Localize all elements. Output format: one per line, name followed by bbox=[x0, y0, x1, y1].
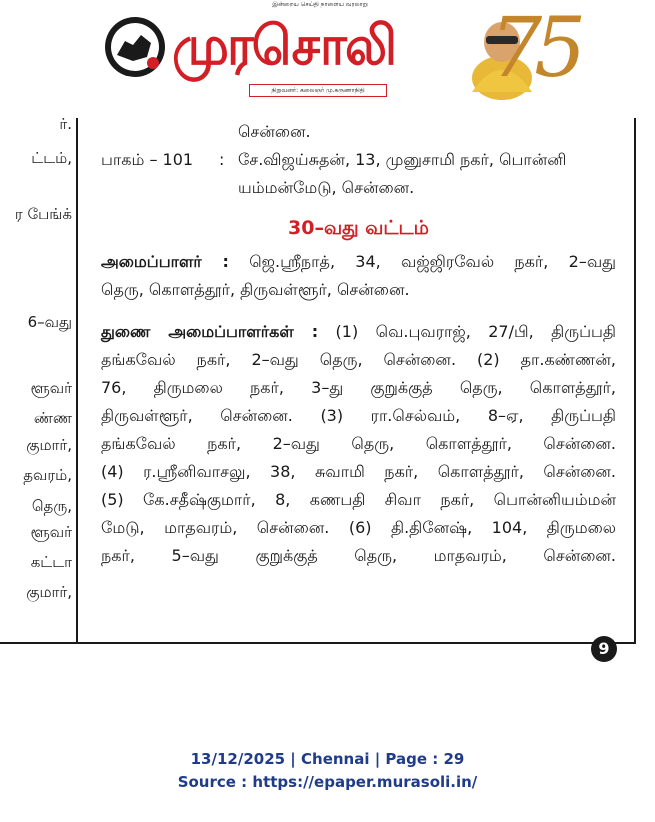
left-fragment: தவரம், bbox=[23, 466, 72, 484]
deputy-line-cont: (5) கே.சதீஷ்குமார், 8, கணபதி சிவா நகர், பொன்னியம்மன் bbox=[101, 490, 616, 509]
organiser-row bbox=[101, 248, 616, 276]
party-emblem-logo bbox=[103, 15, 167, 79]
masthead bbox=[0, 0, 655, 104]
footer-source-link[interactable]: Source : https://epaper.murasoli.in/ bbox=[177, 773, 478, 791]
organiser-line: ஜெ.ஸ்ரீநாத், 34, வஜ்ஜிரவேல் நகர், 2–வது bbox=[249, 252, 617, 271]
column-rule-left bbox=[76, 118, 78, 642]
left-fragment: 6–வது bbox=[27, 313, 72, 331]
article-column bbox=[101, 118, 616, 202]
article-body bbox=[101, 248, 616, 570]
left-fragment: கட்டா bbox=[30, 553, 72, 571]
left-fragment: ர பேங்க் bbox=[14, 205, 72, 223]
left-fragment: தெரு, bbox=[31, 497, 72, 515]
footer bbox=[0, 722, 655, 822]
deputy-line-cont: தங்கவேல் நகர், 2–வது தெரு, கொளத்தூர், சென்னை. bbox=[101, 434, 616, 453]
footer-date-line: 13/12/2025 | Chennai | Page : 29 bbox=[190, 750, 465, 768]
deputy-line: (1) வெ.புவராஜ், 27/பி, திருப்பதி bbox=[335, 322, 616, 341]
left-fragment: ர். bbox=[59, 115, 72, 133]
masthead-title: முரசொலி bbox=[172, 14, 396, 77]
deputy-line-cont: 76, திருமலை நகர், 3–து குறுக்குத் தெரு, கொளத்தூர், bbox=[101, 378, 616, 397]
deputy-line-cont: மேடு, மாதவரம், சென்னை. (6) தி.தினேஷ், 104, திருமலை bbox=[101, 518, 616, 537]
deputy-line-cont: (4) ர.ஸ்ரீனிவாசலு, 38, சுவாமி நகர், கொளத்தூர், சென்னை. bbox=[101, 462, 616, 481]
page-number-badge: 9 bbox=[591, 636, 617, 662]
newspaper-page bbox=[0, 104, 655, 722]
column-rule-right bbox=[634, 118, 636, 642]
left-fragment: ண்ண bbox=[33, 409, 72, 427]
deputy-lines bbox=[101, 346, 616, 570]
part-label: பாகம் – 101 bbox=[101, 150, 194, 169]
ward-heading: 30–வது வட்டம் bbox=[288, 217, 429, 239]
part-line-cont: யம்மன்மேடு, சென்னை. bbox=[238, 178, 415, 197]
part-line: சே.விஜய்சுதன், 13, முனுசாமி நகர், பொன்னி bbox=[238, 150, 567, 169]
page-bottom-rule bbox=[0, 642, 636, 644]
jubilee-75-logo: 75 bbox=[490, 1, 579, 96]
left-fragment: குமார், bbox=[26, 583, 72, 601]
left-fragment: ளூவர் bbox=[30, 523, 72, 541]
deputy-line-cont: தங்கவேல் நகர், 2–வது தெரு, சென்னை. (2) தா.கண்ணன், bbox=[101, 350, 616, 369]
deputy-line-cont: நகர், 5–வது குறுக்குத் தெரு, மாதவரம், சென்னை. bbox=[101, 546, 616, 565]
part-row: பாகம் – 101 : சே.விஜய்சுதன், 13, முனுசாமி நகர், பொன்னி bbox=[101, 146, 616, 174]
deputy-line-cont: திருவள்ளூர், சென்னை. (3) ரா.செல்வம், 8–ஏ, திருப்பதி bbox=[101, 406, 616, 425]
organiser-label: அமைப்பாளர் : bbox=[101, 252, 229, 271]
organiser-line-cont: தெரு, கொளத்தூர், திருவள்ளூர், சென்னை. bbox=[101, 280, 410, 299]
left-fragment: ட்டம், bbox=[31, 149, 72, 167]
deputy-row bbox=[101, 318, 616, 346]
article-line: சென்னை. bbox=[238, 122, 311, 141]
deputy-label: துணை அமைப்பாளர்கள் : bbox=[101, 322, 319, 341]
masthead-tagline: இன்றைய செய்தி நாளைய வரலாறு bbox=[272, 1, 368, 8]
left-fragment: ளூவர் bbox=[30, 379, 72, 397]
left-fragment: குமார், bbox=[26, 436, 72, 454]
masthead-founder-line: நிறுவனர்: கலைஞர் மு.கருணாநிதி bbox=[249, 84, 387, 97]
